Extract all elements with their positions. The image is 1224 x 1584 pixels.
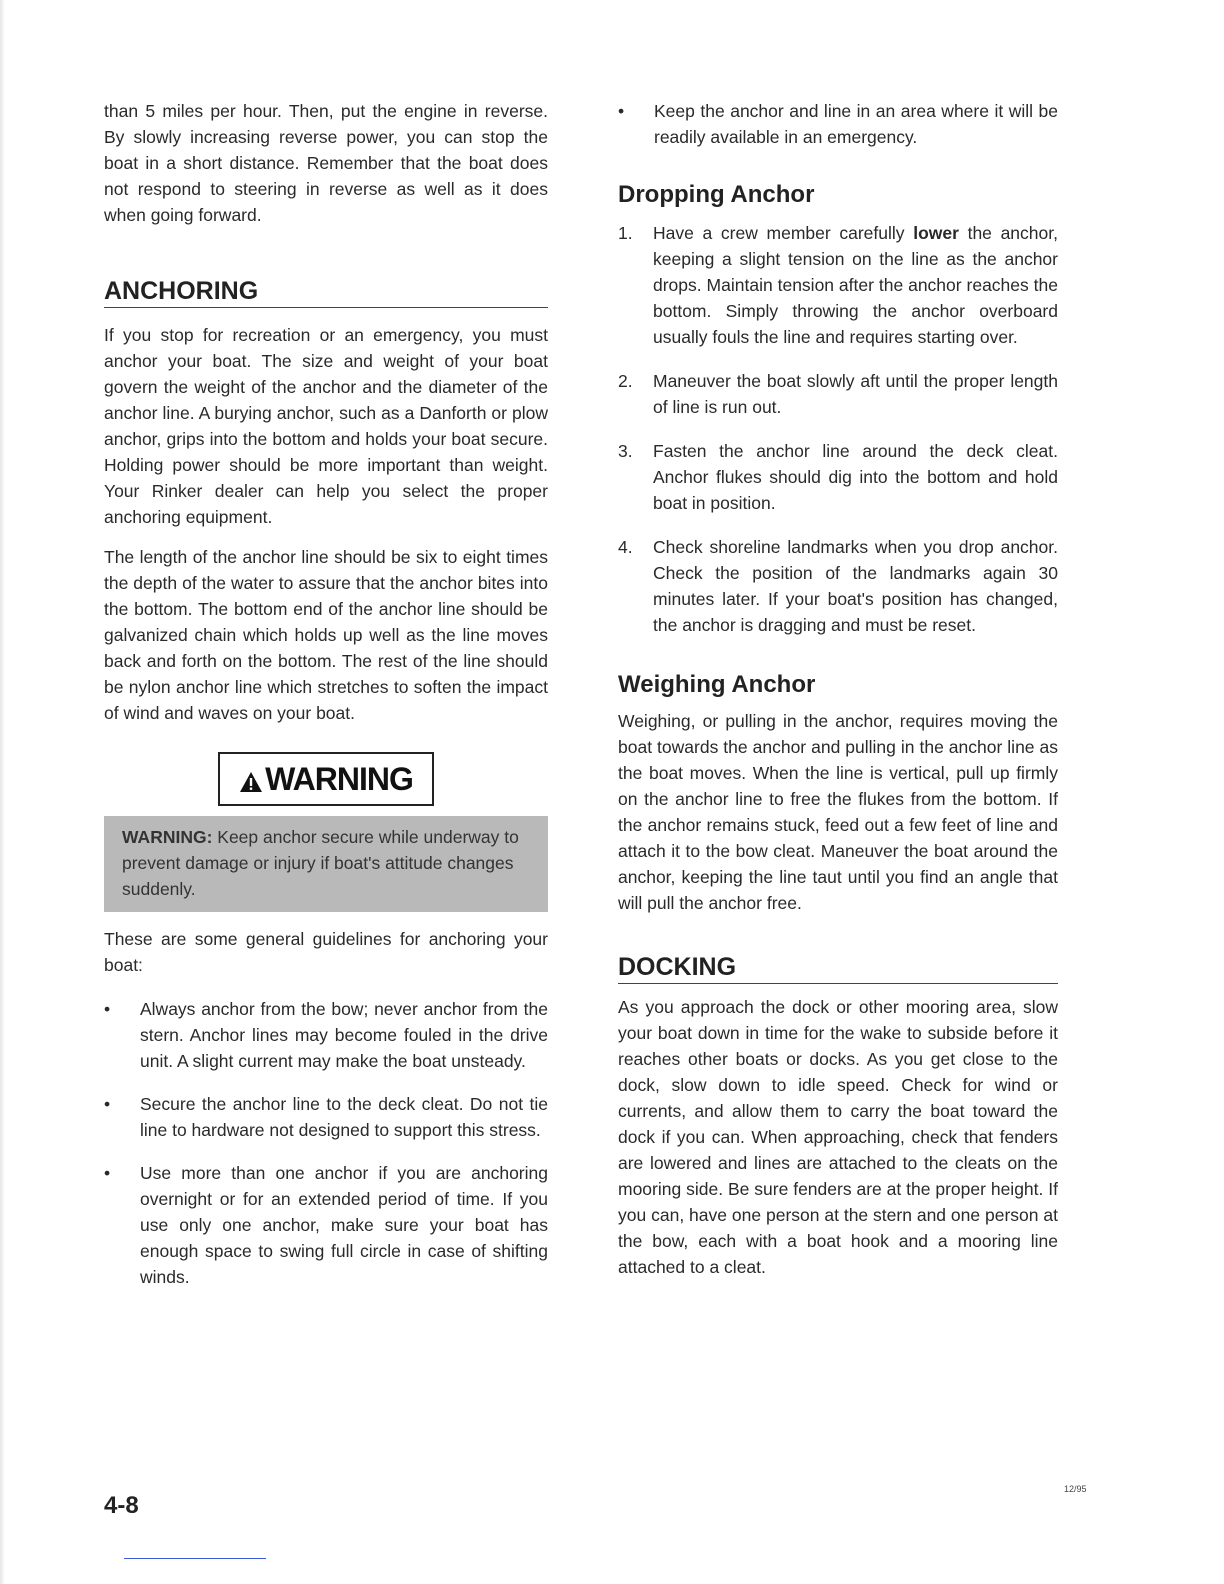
warning-label-text: WARNING <box>265 761 413 797</box>
warning-text: Keep anchor secure while underway to prevent damage or injury if boat's attitude changes suddenly. <box>122 827 519 899</box>
anchoring-paragraph-2: The length of the anchor line should be six to eight times the depth of the water to assure that the anchor bites into the bottom. The bottom end of the anchor line should be galvanized chain which holds up well as the line moves back and forth on the bottom. The rest of the line should be nylon anchor line which stretches to soften the impact of wind and waves on your boat. <box>104 547 548 723</box>
step-number: 3. <box>618 441 633 461</box>
list-item <box>618 98 1058 150</box>
warning-block <box>104 752 548 912</box>
bullet-text: Always anchor from the bow; never anchor from the stern. Anchor lines may become fouled in the drive unit. A slight current may make the boat unsteady. <box>140 999 548 1071</box>
list-item <box>104 996 548 1074</box>
list-item <box>104 1091 548 1143</box>
keep-anchor-list <box>618 98 1058 150</box>
step-text: Maneuver the boat slowly aft until the proper length of line is run out. <box>653 371 1058 417</box>
bullet-mark: • <box>104 1163 111 1183</box>
warning-label <box>218 752 434 806</box>
bullet-mark: • <box>104 1094 111 1114</box>
bullet-mark: • <box>104 999 111 1019</box>
footer-rule <box>124 1558 266 1559</box>
warning-message-box <box>104 816 548 912</box>
left-column <box>104 98 548 1290</box>
intro-paragraph: than 5 miles per hour. Then, put the engine in reverse. By slowly increasing reverse power, you can stop the boat in a short distance. Remember that the boat does not respond to steering in reverse as well as it does when going forward. <box>104 101 548 225</box>
bullet-text: Keep the anchor and line in an area where it will be readily available in an emergency. <box>654 101 1058 147</box>
weighing-anchor-paragraph: Weighing, or pulling in the anchor, requires moving the boat towards the anchor and pulling in the anchor line as the boat moves. When the line is vertical, pull up firmly on the anchor line to free the flukes from the bottom. If the anchor remains stuck, feed out a few feet of line and attach it to the bow cleat. Maneuver the boat around the anchor, keeping the line taut until you find an angle that will pull the anchor free. <box>618 711 1058 913</box>
anchoring-paragraph-1: If you stop for recreation or an emergency, you must anchor your boat. The size and weight of your boat govern the weight of the anchor and the diameter of the anchor line. A burying anchor, such as a Danforth or plow anchor, grips into the bottom and holds your boat secure. Holding power should be more important than weight. Your Rinker dealer can help you select the proper anchoring equipment. <box>104 325 548 527</box>
docking-paragraph: As you approach the dock or other mooring area, slow your boat down in time for the wake to subside before it reaches other boats or docks. As you get close to the dock, slow down to idle speed. Check for wind or currents, and allow them to carry the boat toward the dock if you can. When approaching, check that fenders are lowered and lines are attached to the cleats on the mooring side. Be sure fenders are at the proper height. If you can, have one person at the stern and one person at the bow, each with a boat hook and a mooring line attached to a cleat. <box>618 997 1058 1277</box>
step-text: Check shoreline landmarks when you drop anchor. Check the position of the landmarks again 30 minutes later. If your boat's position has changed, the anchor is dragging and must be reset. <box>653 537 1058 635</box>
warning-lead: WARNING: <box>122 827 213 847</box>
step-text-pre: Have a crew member carefully <box>653 223 914 243</box>
step-number: 4. <box>618 537 633 557</box>
dropping-anchor-steps <box>618 220 1058 638</box>
list-item <box>618 534 1058 638</box>
guidelines-list <box>104 996 548 1290</box>
list-item <box>618 220 1058 350</box>
date-code: 12/95 <box>1064 1484 1087 1494</box>
guidelines-intro: These are some general guidelines for anchoring your boat: <box>104 929 548 975</box>
bullet-text: Secure the anchor line to the deck cleat. Do not tie line to hardware not designed to support this stress. <box>140 1094 548 1140</box>
step-text-post: the anchor, keeping a slight tension on the line as the anchor drops. Maintain tension after the anchor reaches the bottom. Simply throwing the anchor overboard usually fouls the line and requires starting over. <box>653 223 1058 347</box>
step-number: 2. <box>618 371 633 391</box>
docking-heading: DOCKING <box>618 952 1058 984</box>
page-number: 4-8 <box>104 1492 139 1519</box>
page-edge-shadow <box>0 0 5 1584</box>
list-item <box>618 438 1058 516</box>
step-text-bold: lower <box>913 223 959 243</box>
list-item <box>618 368 1058 420</box>
step-text: Fasten the anchor line around the deck cleat. Anchor flukes should dig into the bottom and hold boat in position. <box>653 441 1058 513</box>
warning-triangle-icon <box>239 771 263 793</box>
right-column <box>618 98 1058 1280</box>
bullet-mark: • <box>618 101 625 121</box>
dropping-anchor-heading: Dropping Anchor <box>618 181 815 208</box>
weighing-anchor-heading: Weighing Anchor <box>618 671 816 698</box>
list-item <box>104 1160 548 1290</box>
step-number: 1. <box>618 223 633 243</box>
anchoring-heading: ANCHORING <box>104 276 548 308</box>
bullet-text: Use more than one anchor if you are anchoring overnight or for an extended period of time. If you use only one anchor, make sure your boat has enough space to swing full circle in case of shifting winds. <box>140 1163 548 1287</box>
